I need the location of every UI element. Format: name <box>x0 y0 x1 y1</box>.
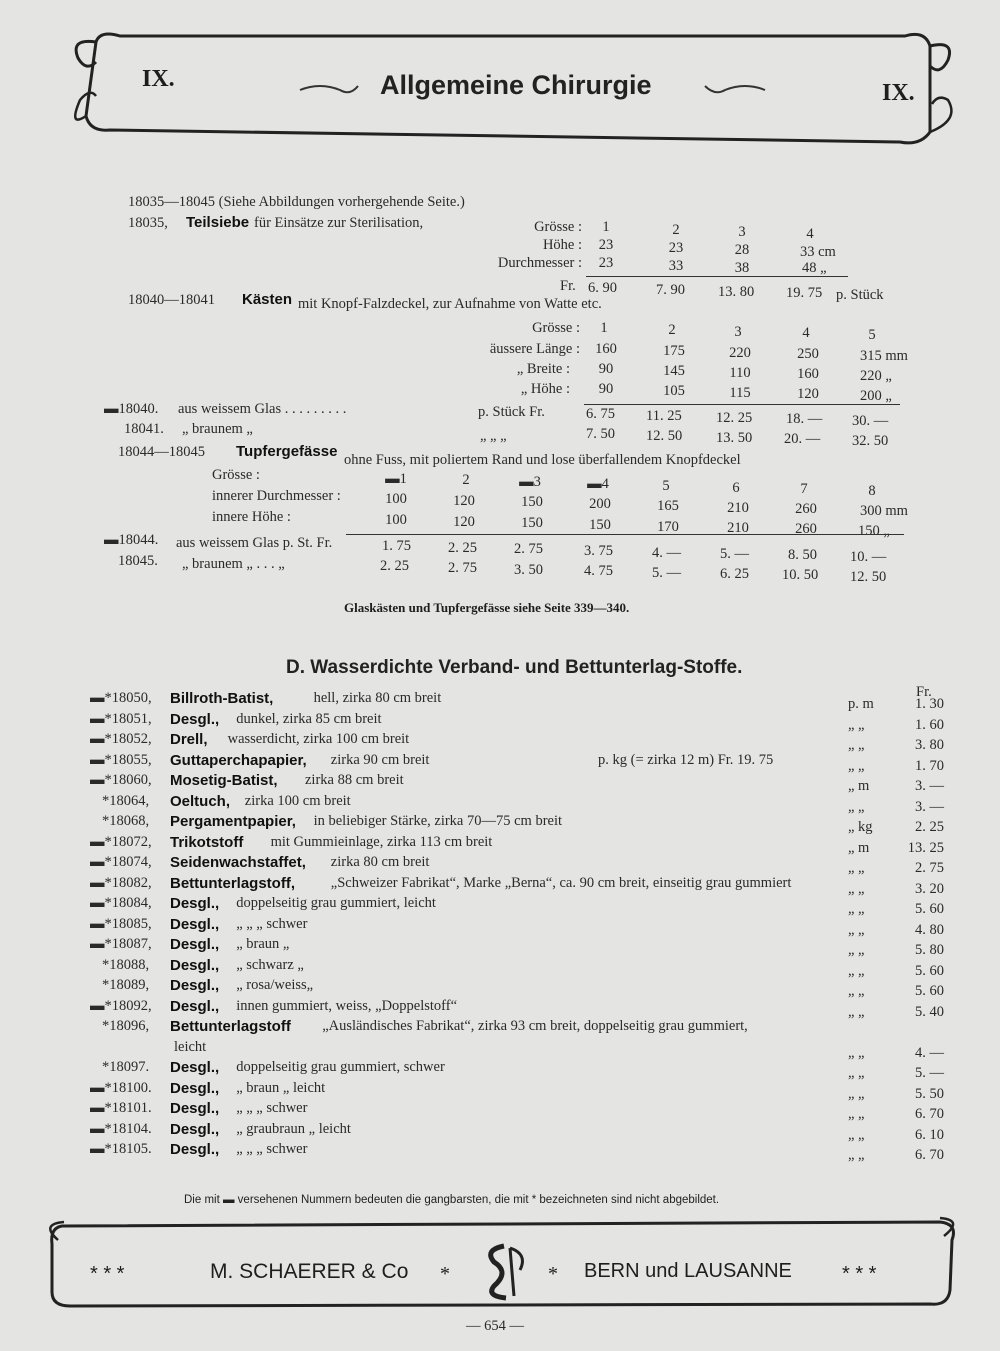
kaesten-height: 115 <box>729 385 751 401</box>
kaesten-label: äussere Länge : <box>489 341 580 357</box>
company-location: BERN und LAUSANNE <box>584 1260 792 1282</box>
item-price: 1. 75 <box>382 538 411 554</box>
teilsiebe-label-hoehe: Höhe : <box>542 237 582 253</box>
row-number: *18097. <box>102 1059 150 1075</box>
row-desc: „Ausländisches Fabrikat“, zirka 93 cm breit, doppelseitig grau gummiert, <box>322 1018 748 1034</box>
row-desc: „ „ „ schwer <box>236 1141 308 1157</box>
row-desc: „Schweizer Fabrikat“, Marke „Berna“, ca. 90 cm breit, einseitig grau gummiert <box>330 874 792 891</box>
row-price: 6. 70 <box>915 1106 944 1122</box>
row-desc: doppelseitig grau gummiert, leicht <box>236 895 436 911</box>
item-price: 2. 25 <box>448 540 477 556</box>
tupfer-height: 150 <box>521 515 543 531</box>
kaesten-size: 1 <box>600 320 608 336</box>
item-desc: aus weissem Glas p. St. Fr. <box>176 535 333 551</box>
tupfer-size: ▬1 <box>385 471 407 487</box>
row-desc: „ „ „ schwer <box>236 915 308 932</box>
row-number: ▬*18050, <box>90 690 152 706</box>
item-desc: „ braunem „ <box>182 421 253 437</box>
kaesten-height: 120 <box>797 386 819 402</box>
teilsiebe-height: 33 cm <box>800 244 836 260</box>
kaesten-size: 3 <box>734 324 742 340</box>
row-name: Trikotstoff <box>170 833 244 851</box>
kaesten-width: 90 <box>598 361 614 377</box>
teilsiebe-ref: 18035—18045 (Siehe Abbildungen vorhergehende Seite.) <box>128 194 465 210</box>
kaesten-size: 2 <box>668 322 676 338</box>
tupfer-desc: ohne Fuss, mit poliertem Rand und lose überfallendem Knopfdeckel <box>344 452 741 468</box>
kaesten-label: „ Breite : <box>516 361 570 377</box>
row-unit: „ „ <box>848 737 865 753</box>
tupfer-size: 2 <box>462 472 470 488</box>
teilsiebe-diameter: 33 <box>668 258 684 274</box>
row-number: ▬*18101. <box>90 1100 152 1116</box>
row-name: Desgl., <box>170 997 220 1015</box>
tupfer-size: 5 <box>662 478 670 494</box>
row-number: ▬*18092, <box>90 997 152 1014</box>
chapter-right: IX. <box>882 80 915 106</box>
kaesten-length: 160 <box>595 341 617 357</box>
row-price: 1. 60 <box>915 716 944 733</box>
row-price: 6. 70 <box>915 1147 944 1163</box>
kaesten-height: 200 „ <box>860 388 892 404</box>
tupfer-size: 6 <box>732 480 740 496</box>
row-name: Mosetig-Batist, <box>170 772 278 789</box>
row-desc: „ graubraun „ leicht <box>236 1120 351 1137</box>
row-name: Desgl., <box>170 895 220 912</box>
teilsiebe-price-label: Fr. <box>560 278 576 294</box>
row-price: 5. 60 <box>915 901 944 917</box>
teilsiebe-diameter: 23 <box>598 255 614 271</box>
kaesten-size: 4 <box>802 325 810 341</box>
row-price: 2. 25 <box>915 819 944 835</box>
kaesten-height: 90 <box>598 381 614 397</box>
tupfer-diameter: 150 <box>521 494 543 510</box>
item-price: 3. 50 <box>514 562 543 578</box>
row-name: Desgl., <box>170 1079 220 1097</box>
row-name: Desgl., <box>170 1141 220 1158</box>
row-desc: „ schwarz „ <box>236 956 304 973</box>
item-price: 2. 75 <box>514 541 543 557</box>
item-price: 4. — <box>652 545 681 561</box>
kaesten-length: 220 <box>729 345 751 361</box>
teilsiebe-num: 18035, <box>128 215 168 231</box>
row-unit: „ „ <box>848 798 865 815</box>
row-name: Seidenwachstaffet, <box>170 854 306 871</box>
row-desc: zirka 88 cm breit <box>305 772 404 788</box>
row-unit: „ „ <box>848 983 865 999</box>
item-price: 2. 25 <box>380 558 409 574</box>
row-unit: „ „ <box>848 757 865 774</box>
item-price: 4. 75 <box>584 563 613 579</box>
row-name: Bettunterlagstoff <box>170 1018 291 1035</box>
teilsiebe-height: 23 <box>668 240 684 256</box>
row-number: *18089, <box>102 977 150 993</box>
item-price: 2. 75 <box>448 560 477 576</box>
row-desc: dunkel, zirka 85 cm breit <box>236 710 382 727</box>
row-number: *18096, <box>102 1018 150 1034</box>
teilsiebe-price: 7. 90 <box>656 282 685 298</box>
row-number: ▬*18104. <box>90 1120 152 1137</box>
row-number: *18064, <box>102 792 150 809</box>
row-price: 5. 40 <box>915 1003 944 1020</box>
row-price: 5. 80 <box>915 942 944 958</box>
row-desc: zirka 80 cm breit <box>330 854 430 870</box>
row-price: 13. 25 <box>907 839 944 856</box>
row-desc: „ „ „ schwer <box>236 1100 308 1116</box>
kaesten-length: 315 mm <box>860 348 908 364</box>
row-price: 1. 70 <box>915 757 944 774</box>
row-price: 3. 80 <box>915 737 944 753</box>
tupfer-name: Tupfergefässe <box>236 443 338 460</box>
page-number: — 654 — <box>466 1318 524 1334</box>
kaesten-label: „ Höhe : <box>520 381 570 397</box>
row-unit: „ „ <box>848 921 865 938</box>
row-name: Desgl., <box>170 977 220 994</box>
teilsiebe-price: 6. 90 <box>588 280 617 296</box>
tupfer-diameter: 100 <box>385 491 407 507</box>
tupfer-diameter: 165 <box>657 498 679 514</box>
teilsiebe-desc: für Einsätze zur Sterilisation, <box>254 215 424 231</box>
row-name: Bettunterlagstoff, <box>170 874 295 892</box>
row-number: ▬*18074, <box>90 854 152 870</box>
row-desc: hell, zirka 80 cm breit <box>313 690 442 706</box>
teilsiebe-label-durchmesser: Durchmesser : <box>497 255 582 271</box>
item-price: 5. — <box>652 565 681 581</box>
tupfer-label: innere Höhe : <box>212 509 291 525</box>
row-number: ▬*18055, <box>90 751 152 768</box>
row-unit: „ kg <box>848 819 873 835</box>
item-price: 10. — <box>850 549 887 565</box>
tupfer-height: 210 <box>727 520 749 536</box>
row-number: ▬*18052, <box>90 731 152 747</box>
section-d-title: D. Wasserdichte Verband- und Bettunterlag-Stoffe. <box>286 657 743 678</box>
row-unit: „ „ <box>848 962 865 979</box>
item-price: 20. — <box>784 431 821 447</box>
row-unit: „ „ <box>848 1126 865 1143</box>
row-desc: „ braun „ <box>236 936 290 952</box>
kaesten-label: Grösse : <box>532 320 580 336</box>
item-num: ▬18044. <box>104 532 159 548</box>
kaesten-width: 110 <box>729 365 751 381</box>
tupfer-label: innerer Durchmesser : <box>212 488 341 504</box>
chapter-left: IX. <box>142 66 175 92</box>
item-price: 30. — <box>852 413 889 429</box>
row-number: *18088, <box>102 956 150 973</box>
row-desc: in beliebiger Stärke, zirka 70—75 cm breit <box>313 813 563 829</box>
item-price: 12. 25 <box>716 410 753 426</box>
row-desc: zirka 90 cm breit <box>330 751 430 768</box>
row-desc: mit Gummieinlage, zirka 113 cm breit <box>270 833 493 850</box>
tupfer-diameter: 120 <box>453 493 475 509</box>
item-price: 11. 25 <box>646 408 682 424</box>
divider <box>584 404 900 405</box>
kaesten-height: 105 <box>663 383 685 399</box>
row-name: Desgl., <box>170 1120 220 1138</box>
row-unit: „ „ <box>848 1106 865 1122</box>
tupfer-size: 7 <box>800 481 808 497</box>
row-name: Desgl., <box>170 710 220 728</box>
row-desc: wasserdicht, zirka 100 cm breit <box>227 731 410 747</box>
item-unit: „ „ „ <box>480 428 507 444</box>
divider <box>586 276 848 277</box>
kaesten-num: 18040—18041 <box>128 292 215 308</box>
item-price: 7. 50 <box>586 426 615 442</box>
row-name: Oeltuch, <box>170 792 231 810</box>
item-desc: „ braunem „ . . . „ <box>182 556 285 572</box>
row-unit: „ „ <box>848 1085 865 1102</box>
teilsiebe-name: Teilsiebe <box>186 214 250 231</box>
item-price: 10. 50 <box>782 567 819 583</box>
row-unit: „ „ <box>848 716 865 733</box>
tupfer-height: 150 „ <box>858 523 890 539</box>
row-unit: „ „ <box>848 901 865 917</box>
row-unit: „ „ <box>848 942 865 958</box>
row-unit: „ „ <box>848 1003 865 1020</box>
row-desc: „ braun „ leicht <box>236 1079 326 1096</box>
item-price: 6. 25 <box>720 566 749 582</box>
footer-star-mid2: * <box>548 1263 558 1285</box>
page-title: Allgemeine Chirurgie <box>380 70 652 100</box>
kaesten-length: 250 <box>797 346 819 362</box>
tupfer-size: ▬3 <box>519 474 541 490</box>
row-unit: „ „ <box>848 860 865 876</box>
row-desc: innen gummiert, weiss, „Doppelstoff“ <box>236 997 458 1014</box>
item-unit: p. Stück Fr. <box>478 404 545 420</box>
tupfer-diameter: 200 <box>589 496 611 512</box>
tupfer-label: Grösse : <box>212 467 260 483</box>
teilsiebe-diameter: 48 „ <box>802 260 827 276</box>
glas-note: Glaskästen und Tupfergefässe siehe Seite 339—340. <box>344 600 630 615</box>
teilsiebe-diameter: 38 <box>734 260 750 276</box>
kaesten-name: Kästen <box>242 291 293 308</box>
tupfer-height: 260 <box>795 521 817 537</box>
row-extra: p. kg (= zirka 12 m) Fr. 19. 75 <box>598 751 774 768</box>
company-name: M. SCHAERER & Co <box>210 1260 409 1283</box>
row-name: Pergamentpapier, <box>170 813 296 830</box>
row-name: Guttaperchapapier, <box>170 751 307 769</box>
footer-star-mid: * <box>440 1263 450 1285</box>
row-number: ▬*18100. <box>90 1079 152 1096</box>
row-name: Desgl., <box>170 936 220 953</box>
row-desc: doppelseitig grau gummiert, schwer <box>236 1059 445 1075</box>
item-price: 12. 50 <box>850 569 887 585</box>
kaesten-size: 5 <box>868 327 876 343</box>
item-price: 13. 50 <box>716 430 753 446</box>
fr-header: Fr. <box>916 684 932 700</box>
row-name: Desgl., <box>170 956 220 974</box>
item-price: 8. 50 <box>788 547 817 563</box>
row-unit: „ „ <box>848 1044 865 1061</box>
tupfer-height: 120 <box>453 514 475 530</box>
item-price: 12. 50 <box>646 428 683 444</box>
tupfer-size: 8 <box>868 483 876 499</box>
row-price: 5. — <box>915 1065 944 1081</box>
row-unit: „ „ <box>848 1147 865 1163</box>
row-number: ▬*18082, <box>90 874 152 891</box>
row-price: 4. — <box>915 1044 944 1061</box>
tupfer-num: 18044—18045 <box>118 444 205 460</box>
teilsiebe-size: 2 <box>672 222 680 238</box>
row-desc: „ rosa/weiss„ <box>236 977 314 993</box>
row-name: Desgl., <box>170 1059 220 1076</box>
tupfer-height: 100 <box>385 512 407 528</box>
kaesten-width: 145 <box>663 363 685 379</box>
row-price: 1. 30 <box>915 696 944 712</box>
row-price: 5. 60 <box>915 983 944 999</box>
teilsiebe-price: 13. 80 <box>718 284 755 300</box>
kaesten-width: 220 „ <box>860 368 892 384</box>
tupfer-diameter: 210 <box>727 500 749 516</box>
tupfer-diameter: 260 <box>795 501 817 517</box>
row-desc: leicht <box>174 1038 207 1055</box>
item-price: 5. — <box>720 546 749 562</box>
teilsiebe-unit: p. Stück <box>836 287 884 303</box>
kaesten-desc: mit Knopf-Falzdeckel, zur Aufnahme von Watte etc. <box>298 296 602 312</box>
row-price: 5. 50 <box>915 1085 944 1102</box>
item-desc: aus weissem Glas . . . . . . . . . <box>178 401 347 417</box>
tupfer-diameter: 300 mm <box>860 503 908 519</box>
row-name: Billroth-Batist, <box>170 690 274 707</box>
row-price: 3. 20 <box>915 880 944 897</box>
item-num: 18045. <box>118 553 158 569</box>
row-number: *18068, <box>102 813 150 829</box>
item-price: 6. 75 <box>586 406 615 422</box>
divider <box>346 534 904 535</box>
row-price: 2. 75 <box>915 860 944 876</box>
row-unit: p. m <box>848 696 874 712</box>
teilsiebe-price: 19. 75 <box>786 285 823 301</box>
tupfer-height: 170 <box>657 519 679 535</box>
teilsiebe-size: 1 <box>602 219 610 235</box>
row-number: ▬*18072, <box>90 833 152 850</box>
teilsiebe-size: 3 <box>738 224 746 240</box>
item-num: ▬18040. <box>104 401 159 417</box>
row-unit: „ „ <box>848 1065 865 1081</box>
row-number: ▬*18087, <box>90 936 152 952</box>
row-unit: „ „ <box>848 880 865 897</box>
row-name: Drell, <box>170 731 208 748</box>
footnote: Die mit ▬ versehenen Nummern bedeuten die gangbarsten, die mit * bezeichneten sind nicht abgebildet. <box>184 1194 720 1206</box>
kaesten-length: 175 <box>663 343 685 359</box>
row-desc: zirka 100 cm breit <box>244 792 351 809</box>
kaesten-width: 160 <box>797 366 819 382</box>
row-name: Desgl., <box>170 915 220 933</box>
row-name: Desgl., <box>170 1100 220 1117</box>
row-price: 3. — <box>915 798 944 815</box>
monogram-logo <box>476 1240 532 1304</box>
row-unit: „ m <box>848 778 870 794</box>
row-price: 5. 60 <box>915 962 944 979</box>
footer-stars-right: * * * <box>842 1263 877 1285</box>
row-number: ▬*18051, <box>90 710 152 727</box>
row-price: 4. 80 <box>915 921 944 938</box>
row-number: ▬*18060, <box>90 772 152 788</box>
teilsiebe-height: 28 <box>734 242 750 258</box>
teilsiebe-height: 23 <box>598 237 614 253</box>
item-price: 32. 50 <box>852 433 889 449</box>
teilsiebe-label-groesse: Grösse : <box>534 219 582 235</box>
tupfer-height: 150 <box>589 517 611 533</box>
row-price: 3. — <box>915 778 944 794</box>
row-number: ▬*18085, <box>90 915 152 932</box>
item-price: 3. 75 <box>584 543 613 559</box>
footer-stars-left: * * * <box>90 1263 125 1285</box>
item-num: 18041. <box>124 421 164 437</box>
row-number: ▬*18084, <box>90 895 152 911</box>
item-price: 18. — <box>786 411 823 427</box>
row-price: 6. 10 <box>915 1126 944 1143</box>
row-number: ▬*18105. <box>90 1141 152 1157</box>
teilsiebe-size: 4 <box>806 226 814 242</box>
row-unit: „ m <box>848 839 870 856</box>
tupfer-size: ▬4 <box>587 476 609 492</box>
